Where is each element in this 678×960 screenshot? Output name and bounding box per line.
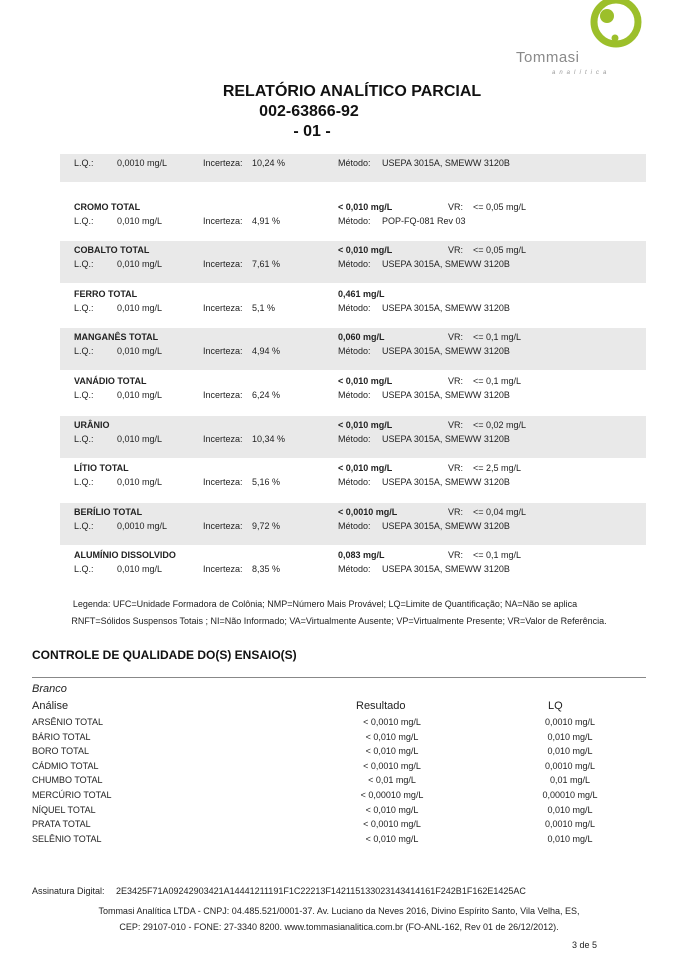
vr-label: VR: (448, 506, 464, 517)
metodo-label: Método: (338, 477, 371, 488)
signature-value: 2E3425F71A09242903421A14441211191F1C22213F142115133023143414161F242B1F162E1425AC (116, 886, 526, 896)
lq-value: 0,010 mg/L (117, 346, 163, 357)
qc-lq: 0,010 mg/L (547, 746, 593, 757)
result-block (60, 328, 646, 370)
incerteza-value: 9,72 % (252, 520, 281, 531)
result-value: < 0,010 mg/L (338, 463, 393, 474)
metodo-label: Método: (338, 215, 371, 226)
vr-label: VR: (448, 201, 464, 212)
signature-label: Assinatura Digital: (32, 886, 105, 896)
page-count: 3 de 5 (572, 940, 598, 950)
qc-lq: 0,00010 mg/L (542, 790, 598, 800)
metodo-label: Método: (338, 346, 371, 357)
tommasi-logo-icon (566, 0, 678, 80)
qc-analise: SELÊNIO TOTAL (32, 833, 102, 844)
result-name: LÍTIO TOTAL (74, 463, 129, 474)
qc-resultado: < 0,0010 mg/L (363, 760, 421, 771)
footer-contact-line: CEP: 29107-010 - FONE: 27-3340 8200. www.tommasianalitica.com.br (FO-ANL-162, Rev 01 de 26/12/2012). (119, 922, 559, 932)
result-block (60, 416, 646, 458)
metodo-label: Método: (338, 259, 371, 270)
result-block (60, 546, 646, 588)
qc-row (32, 775, 646, 789)
qc-lq: 0,01 mg/L (549, 775, 591, 786)
result-name: MANGANÊS TOTAL (74, 332, 159, 343)
incerteza-label: Incerteza: (203, 520, 243, 531)
metodo-value: USEPA 3015A, SMEWW 3120B (382, 259, 510, 270)
result-name: BERÍLIO TOTAL (74, 506, 143, 517)
qc-row (32, 761, 646, 775)
metodo-value: USEPA 3015A, SMEWW 3120B (382, 433, 510, 444)
result-block (60, 198, 646, 240)
incerteza-label: Incerteza: (203, 346, 243, 357)
result-value: 0,060 mg/L (338, 332, 385, 343)
metodo-value: USEPA 3015A, SMEWW 3120B (382, 564, 510, 575)
lq-label: L.Q.: (74, 215, 94, 226)
vr-label: VR: (448, 332, 464, 343)
lq-value: 0,0010 mg/L (117, 520, 168, 531)
vr-label: VR: (448, 550, 464, 561)
qc-resultado: < 0,010 mg/L (365, 731, 419, 742)
result-name: URÂNIO (74, 419, 110, 430)
metodo-label: Método: (338, 302, 371, 313)
metodo-label: Método: (338, 520, 371, 531)
logo-name: Tommasi (516, 49, 580, 66)
report-title: RELATÓRIO ANALÍTICO PARCIAL (222, 83, 482, 100)
qc-row (32, 732, 646, 746)
qc-resultado: < 0,0010 mg/L (363, 819, 421, 830)
vr-value: <= 0,1 mg/L (473, 332, 522, 343)
incerteza-label: Incerteza: (203, 477, 243, 488)
qc-analise: CHUMBO TOTAL (32, 775, 103, 786)
qc-analise: NÍQUEL TOTAL (32, 804, 96, 815)
vr-label: VR: (448, 463, 464, 474)
metodo-value: USEPA 3015A, SMEWW 3120B (382, 390, 510, 400)
incerteza-value: 5,16 % (252, 477, 281, 488)
incerteza-value: 7,61 % (252, 259, 281, 270)
lq-label: L.Q.: (74, 158, 94, 168)
result-name: COBALTO TOTAL (74, 245, 150, 256)
qc-row (32, 717, 646, 731)
vr-value: <= 0,1 mg/L (473, 550, 522, 561)
qc-lq: 0,010 mg/L (547, 833, 593, 844)
result-block (60, 241, 646, 283)
report-code: 002-63866-92 (259, 103, 359, 120)
vr-value: <= 0,05 mg/L (473, 245, 527, 256)
incerteza-value: 8,35 % (252, 564, 281, 575)
result-block (60, 503, 646, 545)
qc-lq: 0,0010 mg/L (544, 819, 596, 830)
incerteza-value: 10,34 % (252, 433, 286, 444)
vr-value: <= 0,05 mg/L (473, 201, 527, 212)
incerteza-value: 4,91 % (252, 215, 281, 226)
result-name: CROMO TOTAL (74, 201, 141, 212)
result-value: < 0,010 mg/L (338, 419, 393, 430)
incerteza-label: Incerteza: (203, 433, 243, 444)
qc-row (32, 805, 646, 819)
result-value: < 0,0010 mg/L (338, 506, 398, 517)
incerteza-value: 10,24 % (252, 158, 286, 168)
metodo-value: POP-FQ-081 Rev 03 (382, 215, 466, 226)
qc-resultado: < 0,01 mg/L (368, 775, 416, 786)
lq-label: L.Q.: (74, 302, 94, 313)
incerteza-value: 5,1 % (252, 302, 276, 313)
incerteza-label: Incerteza: (203, 158, 243, 168)
qc-resultado: < 0,0010 mg/L (363, 717, 421, 727)
metodo-label: Método: (338, 158, 371, 168)
qc-lq: 0,0010 mg/L (544, 717, 596, 727)
logo-subtitle: analítica (552, 70, 611, 76)
lq-label: L.Q.: (74, 259, 94, 270)
result-block (60, 154, 646, 182)
metodo-value: USEPA 3015A, SMEWW 3120B (382, 520, 510, 531)
lq-value: 0,010 mg/L (117, 390, 163, 400)
vr-label: VR: (448, 376, 464, 386)
qc-row (32, 790, 646, 804)
qc-group-label: Branco (32, 683, 67, 695)
qc-analise: BORO TOTAL (32, 746, 90, 757)
legend-line-1: Legenda: UFC=Unidade Formadora de Colônia; NMP=Número Mais Provável; LQ=Limite de Quantificação; NA=Não se aplica (72, 599, 578, 609)
metodo-value: USEPA 3015A, SMEWW 3120B (382, 158, 510, 168)
qc-resultado: < 0,00010 mg/L (360, 790, 424, 800)
metodo-value: USEPA 3015A, SMEWW 3120B (382, 346, 510, 357)
vr-label: VR: (448, 245, 464, 256)
qc-lq: 0,010 mg/L (547, 804, 593, 815)
qc-divider (32, 677, 646, 678)
footer-address-line: Tommasi Analítica LTDA - CNPJ: 04.485.521/0001-37. Av. Luciano da Neves 2016, Divino Espírito Santo, Vila Velha, ES, (98, 906, 580, 916)
incerteza-label: Incerteza: (203, 564, 243, 575)
lq-label: L.Q.: (74, 390, 94, 400)
lq-label: L.Q.: (74, 520, 94, 531)
qc-resultado: < 0,010 mg/L (365, 746, 419, 757)
result-block (60, 372, 646, 414)
lq-label: L.Q.: (74, 346, 94, 357)
report-section-number: - 01 - (293, 123, 331, 140)
lq-value: 0,010 mg/L (117, 564, 163, 575)
qc-heading: CONTROLE DE QUALIDADE DO(S) ENSAIO(S) (32, 648, 297, 662)
qc-row (32, 834, 646, 848)
result-name: ALUMÍNIO DISSOLVIDO (74, 550, 176, 561)
vr-value: <= 2,5 mg/L (473, 463, 522, 474)
vr-label: VR: (448, 419, 464, 430)
qc-lq: 0,010 mg/L (547, 731, 593, 742)
lq-label: L.Q.: (74, 564, 94, 575)
qc-row (32, 819, 646, 833)
qc-analise: ARSÊNIO TOTAL (32, 717, 104, 727)
result-block (60, 285, 646, 327)
qc-column-header-resultado: Resultado (356, 700, 406, 712)
metodo-label: Método: (338, 564, 371, 575)
result-value: 0,461 mg/L (338, 288, 385, 299)
qc-analise: BÁRIO TOTAL (32, 731, 91, 742)
qc-lq: 0,0010 mg/L (544, 760, 596, 771)
result-value: 0,083 mg/L (338, 550, 385, 561)
result-value: < 0,010 mg/L (338, 201, 393, 212)
qc-row (32, 746, 646, 760)
lq-value: 0,010 mg/L (117, 433, 163, 444)
lq-value: 0,0010 mg/L (117, 158, 168, 168)
result-value: < 0,010 mg/L (338, 245, 393, 256)
vr-value: <= 0,1 mg/L (473, 376, 522, 386)
result-name: FERRO TOTAL (74, 288, 138, 299)
incerteza-value: 6,24 % (252, 390, 281, 400)
legend-line-2: RNFT=Sólidos Suspensos Totais ; NI=Não Informado; VA=Virtualmente Ausente; VP=Virtualmente Presente; VR=Valor de Referência. (71, 616, 607, 626)
lq-value: 0,010 mg/L (117, 477, 163, 488)
metodo-label: Método: (338, 433, 371, 444)
result-value: < 0,010 mg/L (338, 376, 393, 386)
qc-analise: MERCÚRIO TOTAL (32, 790, 112, 800)
qc-resultado: < 0,010 mg/L (365, 804, 419, 815)
qc-column-header-analise: Análise (32, 700, 69, 712)
incerteza-value: 4,94 % (252, 346, 281, 357)
qc-resultado: < 0,010 mg/L (365, 833, 419, 844)
lq-label: L.Q.: (74, 433, 94, 444)
lq-value: 0,010 mg/L (117, 302, 163, 313)
lq-label: L.Q.: (74, 477, 94, 488)
metodo-value: USEPA 3015A, SMEWW 3120B (382, 302, 510, 313)
result-name: VANÁDIO TOTAL (74, 376, 147, 386)
qc-analise: CÁDMIO TOTAL (32, 760, 99, 771)
lq-value: 0,010 mg/L (117, 215, 163, 226)
result-block (60, 459, 646, 501)
metodo-value: USEPA 3015A, SMEWW 3120B (382, 477, 510, 488)
incerteza-label: Incerteza: (203, 215, 243, 226)
vr-value: <= 0,02 mg/L (473, 419, 527, 430)
vr-value: <= 0,04 mg/L (473, 506, 527, 517)
qc-analise: PRATA TOTAL (32, 819, 91, 830)
incerteza-label: Incerteza: (203, 259, 243, 270)
incerteza-label: Incerteza: (203, 302, 243, 313)
metodo-label: Método: (338, 390, 371, 400)
qc-column-header-lq: LQ (548, 700, 563, 712)
lq-value: 0,010 mg/L (117, 259, 163, 270)
incerteza-label: Incerteza: (203, 390, 243, 400)
